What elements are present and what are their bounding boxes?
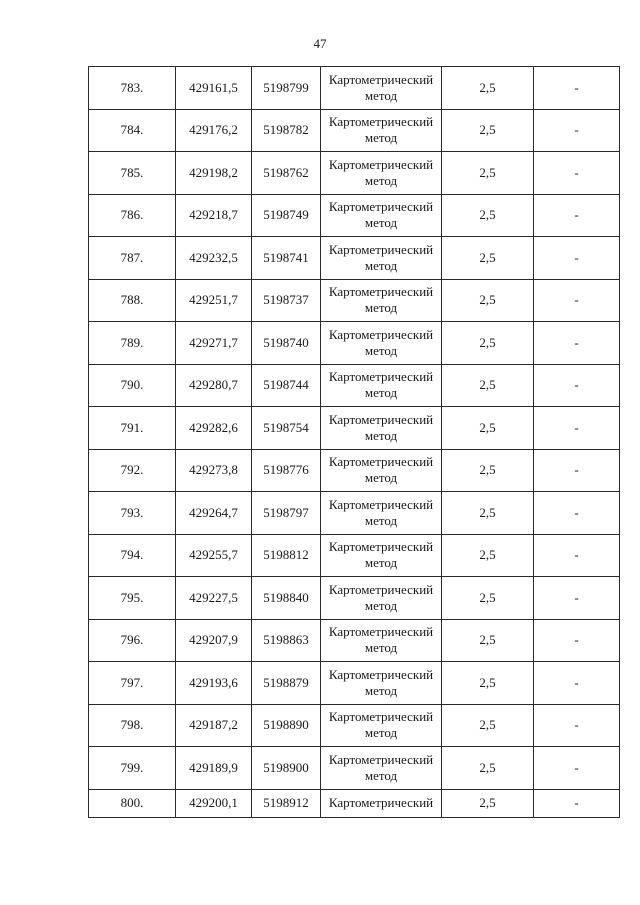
x-coordinate-cell: 429251,7 xyxy=(176,279,252,322)
point-number-cell: 792. xyxy=(89,449,176,492)
method-cell: Картометрический метод xyxy=(321,407,442,450)
method-cell: Картометрический метод xyxy=(321,237,442,280)
y-coordinate-cell: 5198879 xyxy=(252,662,321,705)
table-row xyxy=(89,322,620,365)
table-row xyxy=(89,619,620,662)
y-coordinate-cell: 5198740 xyxy=(252,322,321,365)
method-cell: Картометрический метод xyxy=(321,534,442,577)
x-coordinate-cell: 429255,7 xyxy=(176,534,252,577)
y-coordinate-cell: 5198741 xyxy=(252,237,321,280)
coordinates-table xyxy=(88,66,620,818)
x-coordinate-cell: 429207,9 xyxy=(176,619,252,662)
note-cell: - xyxy=(534,364,620,407)
note-cell: - xyxy=(534,492,620,535)
point-number-cell: 793. xyxy=(89,492,176,535)
table-row xyxy=(89,704,620,747)
accuracy-cell: 2,5 xyxy=(442,449,534,492)
note-cell: - xyxy=(534,194,620,237)
y-coordinate-cell: 5198776 xyxy=(252,449,321,492)
point-number-cell: 789. xyxy=(89,322,176,365)
accuracy-cell: 2,5 xyxy=(442,619,534,662)
accuracy-cell: 2,5 xyxy=(442,789,534,817)
note-cell: - xyxy=(534,322,620,365)
accuracy-cell: 2,5 xyxy=(442,194,534,237)
point-number-cell: 787. xyxy=(89,237,176,280)
note-cell: - xyxy=(534,449,620,492)
note-cell: - xyxy=(534,534,620,577)
table-row xyxy=(89,662,620,705)
point-number-cell: 783. xyxy=(89,67,176,110)
point-number-cell: 784. xyxy=(89,109,176,152)
y-coordinate-cell: 5198863 xyxy=(252,619,321,662)
y-coordinate-cell: 5198840 xyxy=(252,577,321,620)
method-cell: Картометрический метод xyxy=(321,619,442,662)
point-number-cell: 791. xyxy=(89,407,176,450)
point-number-cell: 786. xyxy=(89,194,176,237)
table-row xyxy=(89,194,620,237)
x-coordinate-cell: 429232,5 xyxy=(176,237,252,280)
accuracy-cell: 2,5 xyxy=(442,492,534,535)
method-cell: Картометрический метод xyxy=(321,747,442,790)
point-number-cell: 788. xyxy=(89,279,176,322)
note-cell: - xyxy=(534,109,620,152)
point-number-cell: 790. xyxy=(89,364,176,407)
note-cell: - xyxy=(534,152,620,195)
y-coordinate-cell: 5198782 xyxy=(252,109,321,152)
table-row xyxy=(89,407,620,450)
note-cell: - xyxy=(534,662,620,705)
y-coordinate-cell: 5198737 xyxy=(252,279,321,322)
y-coordinate-cell: 5198812 xyxy=(252,534,321,577)
table-row xyxy=(89,364,620,407)
y-coordinate-cell: 5198797 xyxy=(252,492,321,535)
y-coordinate-cell: 5198900 xyxy=(252,747,321,790)
accuracy-cell: 2,5 xyxy=(442,534,534,577)
accuracy-cell: 2,5 xyxy=(442,364,534,407)
x-coordinate-cell: 429176,2 xyxy=(176,109,252,152)
method-cell: Картометрический метод xyxy=(321,704,442,747)
table-row xyxy=(89,747,620,790)
y-coordinate-cell: 5198799 xyxy=(252,67,321,110)
note-cell: - xyxy=(534,704,620,747)
y-coordinate-cell: 5198890 xyxy=(252,704,321,747)
note-cell: - xyxy=(534,619,620,662)
x-coordinate-cell: 429282,6 xyxy=(176,407,252,450)
point-number-cell: 795. xyxy=(89,577,176,620)
coordinates-table-body xyxy=(89,67,620,818)
method-cell: Картометрический метод xyxy=(321,492,442,535)
x-coordinate-cell: 429200,1 xyxy=(176,789,252,817)
note-cell: - xyxy=(534,789,620,817)
x-coordinate-cell: 429218,7 xyxy=(176,194,252,237)
y-coordinate-cell: 5198749 xyxy=(252,194,321,237)
method-cell: Картометрический метод xyxy=(321,577,442,620)
accuracy-cell: 2,5 xyxy=(442,109,534,152)
method-cell: Картометрический метод xyxy=(321,67,442,110)
point-number-cell: 798. xyxy=(89,704,176,747)
x-coordinate-cell: 429161,5 xyxy=(176,67,252,110)
method-cell: Картометрический метод xyxy=(321,322,442,365)
x-coordinate-cell: 429271,7 xyxy=(176,322,252,365)
table-row xyxy=(89,279,620,322)
method-cell: Картометрический метод xyxy=(321,662,442,705)
x-coordinate-cell: 429193,6 xyxy=(176,662,252,705)
point-number-cell: 800. xyxy=(89,789,176,817)
accuracy-cell: 2,5 xyxy=(442,322,534,365)
table-row xyxy=(89,152,620,195)
note-cell: - xyxy=(534,237,620,280)
note-cell: - xyxy=(534,67,620,110)
x-coordinate-cell: 429264,7 xyxy=(176,492,252,535)
x-coordinate-cell: 429273,8 xyxy=(176,449,252,492)
method-cell: Картометрический метод xyxy=(321,279,442,322)
accuracy-cell: 2,5 xyxy=(442,237,534,280)
method-cell: Картометрический метод xyxy=(321,194,442,237)
accuracy-cell: 2,5 xyxy=(442,67,534,110)
x-coordinate-cell: 429227,5 xyxy=(176,577,252,620)
point-number-cell: 797. xyxy=(89,662,176,705)
accuracy-cell: 2,5 xyxy=(442,577,534,620)
accuracy-cell: 2,5 xyxy=(442,407,534,450)
point-number-cell: 799. xyxy=(89,747,176,790)
table-row xyxy=(89,577,620,620)
y-coordinate-cell: 5198744 xyxy=(252,364,321,407)
accuracy-cell: 2,5 xyxy=(442,747,534,790)
x-coordinate-cell: 429189,9 xyxy=(176,747,252,790)
y-coordinate-cell: 5198762 xyxy=(252,152,321,195)
method-cell: Картометрический xyxy=(321,789,442,817)
x-coordinate-cell: 429198,2 xyxy=(176,152,252,195)
point-number-cell: 796. xyxy=(89,619,176,662)
note-cell: - xyxy=(534,747,620,790)
note-cell: - xyxy=(534,407,620,450)
method-cell: Картометрический метод xyxy=(321,109,442,152)
accuracy-cell: 2,5 xyxy=(442,279,534,322)
table-row xyxy=(89,534,620,577)
method-cell: Картометрический метод xyxy=(321,364,442,407)
point-number-cell: 785. xyxy=(89,152,176,195)
table-row xyxy=(89,789,620,817)
table-row xyxy=(89,237,620,280)
method-cell: Картометрический метод xyxy=(321,152,442,195)
accuracy-cell: 2,5 xyxy=(442,152,534,195)
page-number: 47 xyxy=(313,36,327,51)
table-row xyxy=(89,109,620,152)
x-coordinate-cell: 429187,2 xyxy=(176,704,252,747)
y-coordinate-cell: 5198912 xyxy=(252,789,321,817)
note-cell: - xyxy=(534,279,620,322)
note-cell: - xyxy=(534,577,620,620)
accuracy-cell: 2,5 xyxy=(442,704,534,747)
table-row xyxy=(89,492,620,535)
method-cell: Картометрический метод xyxy=(321,449,442,492)
x-coordinate-cell: 429280,7 xyxy=(176,364,252,407)
accuracy-cell: 2,5 xyxy=(442,662,534,705)
point-number-cell: 794. xyxy=(89,534,176,577)
table-row xyxy=(89,449,620,492)
y-coordinate-cell: 5198754 xyxy=(252,407,321,450)
table-row xyxy=(89,67,620,110)
